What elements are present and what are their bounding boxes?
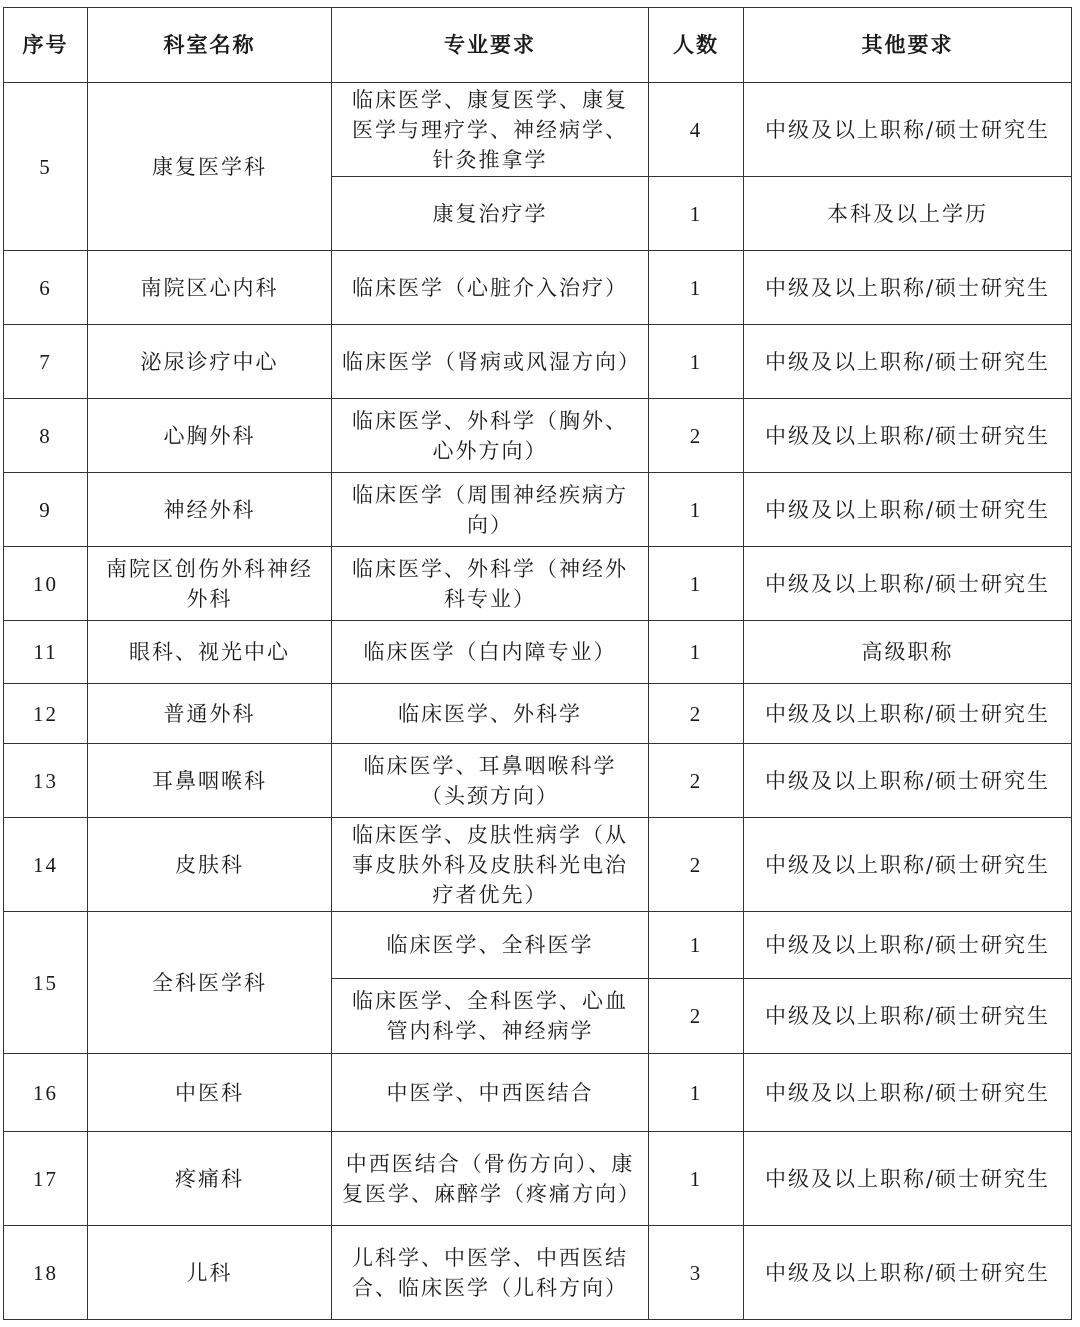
department-cell: 疼痛科 [88, 1132, 332, 1226]
count-cell: 1 [649, 177, 744, 251]
table-row [4, 621, 1072, 684]
major-cell: 临床医学（肾病或风湿方向） [332, 325, 649, 399]
department-cell: 眼科、视光中心 [88, 621, 332, 684]
major-cell: 中医学、中西医结合 [332, 1054, 649, 1132]
header-count: 人数 [649, 8, 744, 83]
other-cell: 高级职称 [744, 621, 1072, 684]
count-cell: 1 [649, 473, 744, 547]
department-cell: 心胸外科 [88, 399, 332, 473]
department-cell: 全科医学科 [88, 912, 332, 1054]
table-row [4, 251, 1072, 325]
header-major: 专业要求 [332, 8, 649, 83]
other-cell: 中级及以上职称/硕士研究生 [744, 325, 1072, 399]
major-cell: 康复治疗学 [332, 177, 649, 251]
department-cell: 南院区心内科 [88, 251, 332, 325]
other-cell: 中级及以上职称/硕士研究生 [744, 818, 1072, 912]
row-number: 17 [4, 1132, 88, 1226]
count-cell: 1 [649, 1054, 744, 1132]
other-cell: 中级及以上职称/硕士研究生 [744, 547, 1072, 621]
major-cell: 临床医学、外科学（神经外科专业） [332, 547, 649, 621]
header-row [4, 8, 1072, 83]
major-cell: 临床医学、全科医学 [332, 912, 649, 979]
row-number: 18 [4, 1226, 88, 1320]
other-cell: 中级及以上职称/硕士研究生 [744, 744, 1072, 818]
major-cell: 临床医学、外科学 [332, 684, 649, 744]
row-number: 15 [4, 912, 88, 1054]
major-cell: 临床医学、皮肤性病学（从事皮肤外科及皮肤科光电治疗者优先） [332, 818, 649, 912]
department-cell: 儿科 [88, 1226, 332, 1320]
count-cell: 1 [649, 912, 744, 979]
other-cell: 本科及以上学历 [744, 177, 1072, 251]
other-cell: 中级及以上职称/硕士研究生 [744, 684, 1072, 744]
table-row [4, 684, 1072, 744]
major-cell: 临床医学、康复医学、康复医学与理疗学、神经病学、针灸推拿学 [332, 83, 649, 177]
other-cell: 中级及以上职称/硕士研究生 [744, 1054, 1072, 1132]
count-cell: 1 [649, 621, 744, 684]
department-cell: 耳鼻咽喉科 [88, 744, 332, 818]
department-cell: 南院区创伤外科神经外科 [88, 547, 332, 621]
count-cell: 2 [649, 744, 744, 818]
department-cell: 神经外科 [88, 473, 332, 547]
row-number: 14 [4, 818, 88, 912]
other-cell: 中级及以上职称/硕士研究生 [744, 979, 1072, 1054]
row-number: 7 [4, 325, 88, 399]
recruitment-table [3, 7, 1072, 1320]
header-no: 序号 [4, 8, 88, 83]
department-cell: 皮肤科 [88, 818, 332, 912]
row-number: 13 [4, 744, 88, 818]
major-cell: 临床医学（心脏介入治疗） [332, 251, 649, 325]
major-cell: 临床医学、外科学（胸外、心外方向） [332, 399, 649, 473]
row-number: 10 [4, 547, 88, 621]
major-cell: 临床医学、耳鼻咽喉科学（头颈方向） [332, 744, 649, 818]
count-cell: 2 [649, 684, 744, 744]
row-number: 11 [4, 621, 88, 684]
row-number: 9 [4, 473, 88, 547]
count-cell: 1 [649, 251, 744, 325]
count-cell: 1 [649, 325, 744, 399]
table-row [4, 547, 1072, 621]
count-cell: 3 [649, 1226, 744, 1320]
row-number: 5 [4, 83, 88, 251]
row-number: 6 [4, 251, 88, 325]
other-cell: 中级及以上职称/硕士研究生 [744, 399, 1072, 473]
major-cell: 临床医学（白内障专业） [332, 621, 649, 684]
count-cell: 1 [649, 1132, 744, 1226]
count-cell: 4 [649, 83, 744, 177]
table-row [4, 325, 1072, 399]
table-row [4, 1132, 1072, 1226]
count-cell: 2 [649, 979, 744, 1054]
table-row [4, 1054, 1072, 1132]
major-cell: 中西医结合（骨伤方向）、康复医学、麻醉学（疼痛方向） [332, 1132, 649, 1226]
table-row [4, 744, 1072, 818]
count-cell: 1 [649, 547, 744, 621]
department-cell: 泌尿诊疗中心 [88, 325, 332, 399]
table-row [4, 399, 1072, 473]
other-cell: 中级及以上职称/硕士研究生 [744, 83, 1072, 177]
major-cell: 临床医学、全科医学、心血管内科学、神经病学 [332, 979, 649, 1054]
table-row [4, 83, 1072, 177]
major-cell: 儿科学、中医学、中西医结合、临床医学（儿科方向） [332, 1226, 649, 1320]
row-number: 8 [4, 399, 88, 473]
department-cell: 中医科 [88, 1054, 332, 1132]
department-cell: 康复医学科 [88, 83, 332, 251]
header-dept: 科室名称 [88, 8, 332, 83]
count-cell: 2 [649, 818, 744, 912]
major-cell: 临床医学（周围神经疾病方向） [332, 473, 649, 547]
count-cell: 2 [649, 399, 744, 473]
other-cell: 中级及以上职称/硕士研究生 [744, 251, 1072, 325]
table-row [4, 912, 1072, 979]
table-row [4, 1226, 1072, 1320]
row-number: 16 [4, 1054, 88, 1132]
header-other: 其他要求 [744, 8, 1072, 83]
other-cell: 中级及以上职称/硕士研究生 [744, 473, 1072, 547]
other-cell: 中级及以上职称/硕士研究生 [744, 1226, 1072, 1320]
department-cell: 普通外科 [88, 684, 332, 744]
row-number: 12 [4, 684, 88, 744]
table-row [4, 473, 1072, 547]
other-cell: 中级及以上职称/硕士研究生 [744, 1132, 1072, 1226]
other-cell: 中级及以上职称/硕士研究生 [744, 912, 1072, 979]
table-row [4, 818, 1072, 912]
